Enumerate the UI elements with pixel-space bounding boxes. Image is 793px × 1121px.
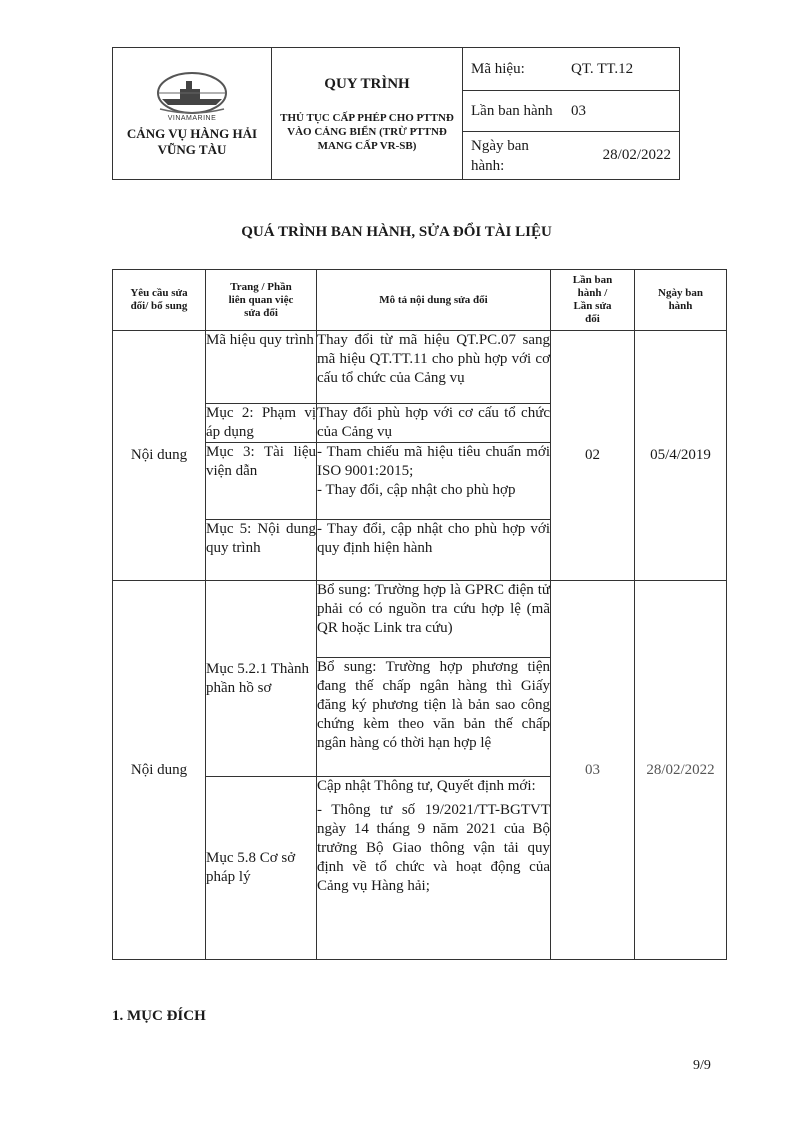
- description-cell: - Tham chiếu mã hiệu tiêu chuẩn mới ISO 9001:2015; - Thay đổi, cập nhật cho phù hợp: [317, 443, 551, 520]
- issue-value: 03: [571, 102, 586, 119]
- request-cell: Nội dung: [113, 581, 206, 960]
- description-cell: - Thay đổi, cập nhật cho phù hợp với quy định hiện hành: [317, 520, 551, 581]
- col-header-date: Ngày ban hành: [635, 270, 727, 331]
- document-type: QUY TRÌNH: [324, 76, 410, 92]
- table-header-row: [113, 270, 727, 331]
- date-value: 28/02/2022: [602, 147, 671, 163]
- part-cell: Mục 5.2.1 Thành phần hồ sơ: [206, 581, 317, 777]
- part-cell: Mục 5.8 Cơ sở pháp lý: [206, 777, 317, 960]
- procedure-title: THỦ TỤC CẤP PHÉP CHO PTTNĐ VÀO CẢNG BIỂN (TRỪ PTTNĐ MANG CẤP VR-SB): [280, 112, 454, 152]
- logo-text: VINAMARINE: [167, 115, 217, 122]
- description-cell: Thay đổi phù hợp với cơ cấu tổ chức của Cảng vụ: [317, 404, 551, 443]
- code-label: Mã hiệu:: [471, 60, 525, 77]
- issue-cell: [463, 91, 680, 132]
- part-cell: Mã hiệu quy trình: [206, 331, 317, 404]
- date-label: Ngày ban hành:: [471, 137, 529, 174]
- revision-cell: 02: [551, 331, 635, 581]
- col-header-request: Yêu cầu sửa đổi/ bổ sung: [113, 270, 206, 331]
- table-row: [113, 331, 727, 404]
- description-cell: Cập nhật Thông tư, Quyết định mới: - Thông tư số 19/2021/TT-BGTVT ngày 14 tháng 9 năm 2021 của Bộ trưởng Bộ Giao thông vận tải quy định về tổ chức và hoạt động của Cảng vụ Hàng hải;: [317, 777, 551, 960]
- code-cell: [463, 48, 680, 91]
- revision-history-table: [112, 269, 727, 960]
- date-cell: 28/02/2022: [635, 581, 727, 960]
- part-cell: Mục 5: Nội dung quy trình: [206, 520, 317, 581]
- logo-cell: [113, 48, 272, 180]
- vinamarine-logo-icon: [150, 69, 234, 117]
- description-cell: Bổ sung: Trường hợp phương tiện đang thế chấp ngân hàng thì Giấy đăng ký phương tiện là bản sao công chứng kèm theo văn bản thế chấp ngân hàng có thời hạn hợp lệ: [317, 658, 551, 777]
- issue-label: Lần ban hành: [471, 102, 553, 119]
- date-cell: [463, 132, 680, 180]
- table-row: [113, 581, 727, 658]
- title-cell: [272, 48, 463, 180]
- part-cell: Mục 3: Tài liệu viện dẫn: [206, 443, 317, 520]
- revision-cell: 03: [551, 581, 635, 960]
- col-header-part: Trang / Phần liên quan việc sửa đổi: [206, 270, 317, 331]
- history-title: QUÁ TRÌNH BAN HÀNH, SỬA ĐỔI TÀI LIỆU: [241, 224, 552, 240]
- document-header: [112, 47, 680, 180]
- request-cell: Nội dung: [113, 331, 206, 581]
- description-cell: Bổ sung: Trường hợp là GPRC điện tử phải có có nguồn tra cứu hợp lệ (mã QR hoặc Link tra cứu): [317, 581, 551, 658]
- date-cell: 05/4/2019: [635, 331, 727, 581]
- part-cell: Mục 2: Phạm vị áp dụng: [206, 404, 317, 443]
- page-number: 9/9: [693, 1058, 711, 1073]
- section-heading: 1. MỤC ĐÍCH: [112, 1008, 206, 1024]
- code-value: QT. TT.12: [571, 60, 634, 77]
- col-header-description: Mô tả nội dung sửa đổi: [317, 270, 551, 331]
- col-header-revision: Lần ban hành / Lần sửa đổi: [551, 270, 635, 331]
- organization-name: CẢNG VỤ HÀNG HẢI VŨNG TÀU: [126, 126, 258, 157]
- description-cell: Thay đổi từ mã hiệu QT.PC.07 sang mã hiệu QT.TT.11 cho phù hợp với cơ cấu tổ chức của Cảng vụ: [317, 331, 551, 404]
